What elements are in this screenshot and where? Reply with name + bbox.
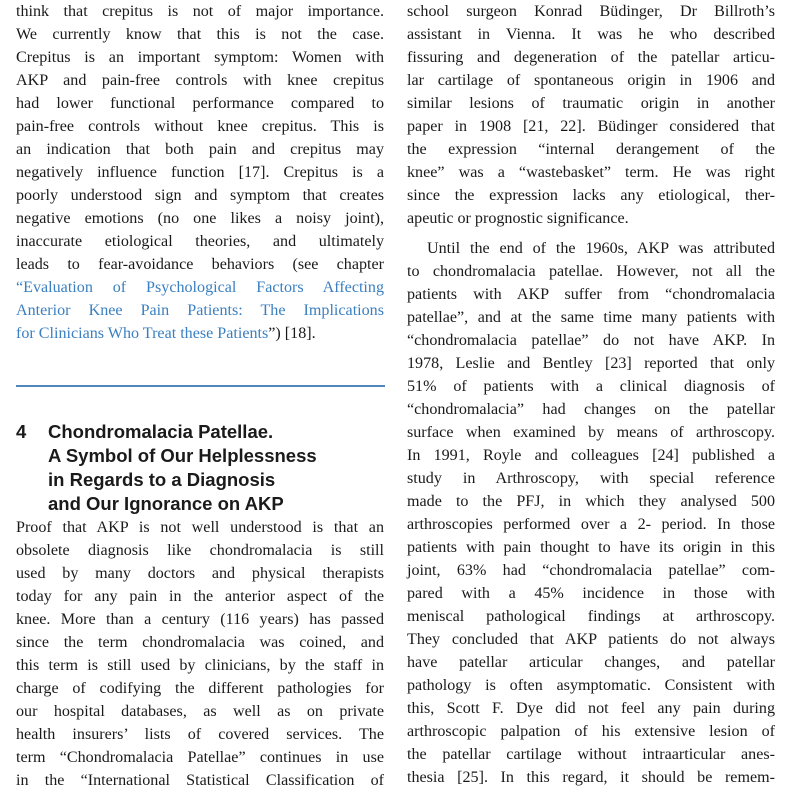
body-text-line: thesia [25]. In this regard, it should be remem- [407,769,775,786]
body-text-line: joint, 63% had “chondromalacia patellae” com- [407,562,775,579]
body-text-line: apeutic or prognostic significance. [407,210,629,227]
body-text-line: pared with a 45% incidence in those with [407,585,775,602]
body-text-line: think that crepitus is not of major importance. [16,3,384,20]
body-text-line: They concluded that AKP patients do not always [407,631,775,648]
body-text-line: this, Scott F. Dye did not feel any pain during [407,700,775,717]
body-text-line: had lower functional performance compared to [16,95,384,112]
body-text-line: arthroscopic palpation of his extensive lesion of [407,723,775,740]
body-text-line: similar lesions of traumatic origin in another [407,95,775,112]
body-text-line: charge of codifying the different pathologies for [16,680,384,697]
chapter-link[interactable]: for Clinicians Who Treat these Patients [16,325,269,342]
section-heading: Chondromalacia Patellae. [48,421,274,442]
chapter-link[interactable]: “Evaluation of Psychological Factors Affecting [16,279,384,296]
section-divider [16,385,385,387]
body-text-line: Crepitus is an important symptom: Women with [16,49,384,66]
body-text-line: today for any pain in the anterior aspect of the [16,588,384,605]
body-text-line: assistant in Vienna. It was he who described [407,26,775,43]
body-text-line: patients with pain thought to have its origin in this [407,539,775,556]
body-text-line: arthroscopies performed over a 2- period. In those [407,516,775,533]
body-text-line: negatively influence function [17]. Crepitus is a [16,164,384,181]
body-text-line: pathology is often asymptomatic. Consistent with [407,677,775,694]
chapter-link[interactable]: Anterior Knee Pain Patients: The Implications [16,302,384,319]
body-text-line: lar cartilage of spontaneous origin in 1906 and [407,72,775,89]
body-text-line: since the expression lacks any etiological, ther- [407,187,775,204]
body-text-line: knee. More than a century (116 years) has passed [16,611,384,628]
body-text-line: paper in 1908 [21, 22]. Büdinger considered that [407,118,775,135]
body-text-line: an indication that both pain and crepitus may [16,141,384,158]
body-text-line: have patellar articular changes, and patellar [407,654,775,671]
body-text-line: used by many doctors and physical therapists [16,565,384,582]
body-text-line: 51% of patients with a clinical diagnosis of [407,378,775,395]
body-text-line: meniscal pathological findings at arthroscopy. [407,608,775,625]
body-text-line: “chondromalacia patellae” do not have AKP. In [407,332,775,349]
body-text-line: surface when examined by means of arthroscopy. [407,424,775,441]
body-text-line: our hospital databases, as well as on private [16,703,384,720]
body-text-line: poorly understood sign and symptom that creates [16,187,384,204]
body-text-line: school surgeon Konrad Büdinger, Dr Billroth’s [407,3,775,20]
body-text-line: leads to fear-avoidance behaviors (see chapter [16,256,384,273]
body-text-line: inaccurate etiological theories, and ultimately [16,233,384,250]
body-text-line: patients with AKP suffer from “chondromalacia [407,286,775,303]
body-text-line: to chondromalacia patellae. However, not all the [407,263,775,280]
body-text-line: term “Chondromalacia Patellae” continues in use [16,749,384,766]
body-text-line: “chondromalacia” had changes on the patellar [407,401,775,418]
body-text-line: We currently know that this is not the case. [16,26,384,43]
body-text-line: the patellar cartilage without intraarticular anes- [407,746,775,763]
body-text-line: study in Arthroscopy, with special reference [407,470,775,487]
section-heading: A Symbol of Our Helplessness [48,445,317,466]
section-number: 4 [16,421,27,442]
body-text-line: pain-free controls without knee crepitus. This is [16,118,384,135]
body-text-line: AKP and pain-free controls with knee crepitus [16,72,384,89]
body-text-line: Until the end of the 1960s, AKP was attributed [427,240,775,257]
citation-text: ”) [18]. [268,325,316,342]
body-text-line: health insurers’ lists of covered services. The [16,726,384,743]
body-text-line: 1978, Leslie and Bentley [23] reported that only [407,355,775,372]
section-heading: and Our Ignorance on AKP [48,493,284,514]
body-text-line: obsolete diagnosis like chondromalacia is still [16,542,384,559]
body-text-line: Proof that AKP is not well understood is that an [16,519,384,536]
body-text-line: this term is still used by clinicians, by the staff in [16,657,384,674]
chapter-link-last-line [16,322,384,345]
body-text-line: made to the PFJ, in which they analysed 500 [407,493,775,510]
section-heading: in Regards to a Diagnosis [48,469,276,490]
body-text-line: negative emotions (no one likes a noisy joint), [16,210,384,227]
body-text-line: In 1991, Royle and colleagues [24] published a [407,447,775,464]
body-text-line: the expression “internal derangement of the [407,141,775,158]
body-text-line: knee” was a “wastebasket” term. He was right [407,164,775,181]
body-text-line: since the term chondromalacia was coined, and [16,634,384,651]
body-text-line: patellae”, and at the same time many patients with [407,309,775,326]
body-text-line: fissuring and degeneration of the patellar articu- [407,49,775,66]
body-text-line: in the “International Statistical Classification of [16,772,384,789]
